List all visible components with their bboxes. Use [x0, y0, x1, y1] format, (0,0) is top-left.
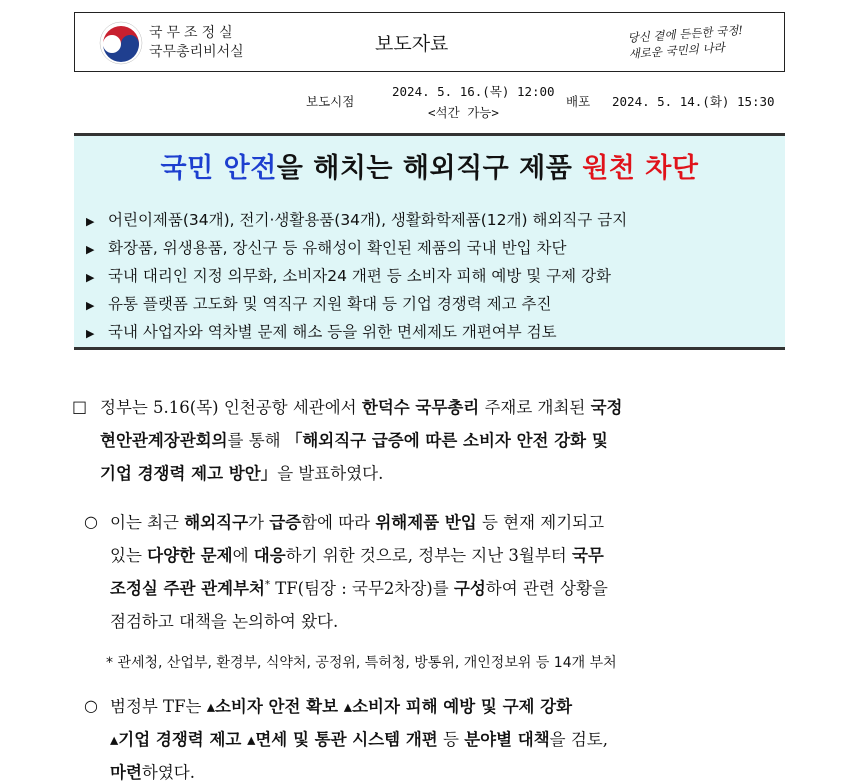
handwritten-slogan	[627, 22, 745, 62]
text-bold: 구성	[453, 579, 486, 598]
text: 하여 관련 상황을	[485, 579, 608, 598]
text-bold: 국무	[571, 546, 604, 565]
text: 범정부 TF는	[110, 697, 207, 716]
p3-line2	[110, 726, 608, 750]
org-line1: 국무조정실	[149, 25, 237, 41]
p1-line2	[100, 427, 608, 451]
bullet-text: 화장품, 위생용품, 장신구 등 유해성이 확인된 제품의 국내 반입 차단	[108, 239, 567, 257]
text-bold: 국정	[590, 398, 623, 417]
text: 이는 최근	[110, 513, 185, 532]
summary-bullet	[86, 236, 566, 258]
plan-title: 「해외직구 급증에 따른 소비자 안전 강화 및	[285, 431, 608, 450]
p1-line1	[100, 394, 622, 418]
org-line2: 국무총리비서실	[149, 44, 244, 60]
text: 하였다.	[141, 763, 195, 782]
p3-line3	[110, 759, 195, 783]
slogan-line2: 새로운 국민의 나라	[628, 40, 726, 61]
plan-title-end: 기업 경쟁력 제고 방안」	[100, 464, 278, 483]
bullet-arrow-icon: ▶	[86, 271, 95, 284]
paragraph-marker-circle: ○	[84, 512, 98, 531]
summary-bullet	[86, 264, 611, 286]
footnote-mark: *	[264, 579, 270, 591]
p3-line1	[110, 693, 572, 717]
text-bold: 조정실 주관 관계부처	[110, 579, 265, 598]
bullet-text: 국내 사업자와 역차별 문제 해소 등을 위한 면세제도 개편여부 검토	[108, 323, 557, 341]
slogan-line1: 당신 곁에 든든한 국정!	[627, 23, 744, 46]
text: 하기 위한 것으로, 정부는 지난 3월부터	[285, 546, 572, 565]
p2-line3	[110, 575, 608, 599]
text: 가	[248, 513, 270, 532]
text: 등 현재 제기되고	[476, 513, 605, 532]
text: 정부는 5.16(목) 인천공항 세관에서	[100, 398, 362, 417]
text-bold: 대응	[253, 546, 286, 565]
paragraph-marker-square: □	[72, 397, 88, 416]
bullet-text: 국내 대리인 지정 의무화, 소비자24 개편 등 소비자 피해 예방 및 구제 강화	[108, 267, 612, 285]
summary-bullet	[86, 320, 557, 342]
text-bold: 위해제품 반입	[375, 513, 477, 532]
text: 를 통해	[227, 431, 286, 450]
paragraph-marker-circle: ○	[84, 696, 98, 715]
headline-part1: 국민 안전	[160, 153, 277, 184]
text: 을 검토,	[549, 730, 608, 749]
bullet-arrow-icon: ▶	[86, 215, 95, 228]
text: TF(팀장 : 국무2차장)를	[269, 579, 454, 598]
header-box	[74, 12, 785, 72]
text: 주재로 개최된	[479, 398, 591, 417]
p2-line1	[110, 509, 604, 533]
bullet-text: 유통 플랫폼 고도화 및 역직구 지원 확대 등 기업 경쟁력 제고 추진	[108, 295, 552, 313]
text: 에	[232, 546, 254, 565]
text-bold: 분야별 대책	[464, 730, 550, 749]
summary-bullet	[86, 208, 627, 230]
pm-name: 한덕수 국무총리	[361, 398, 480, 417]
text-bold: 해외직구	[184, 513, 249, 532]
ministry-name	[149, 24, 244, 62]
summary-bullet	[86, 292, 552, 314]
p1-line3	[100, 460, 383, 484]
text: 있는	[110, 546, 148, 565]
meeting-name: 현안관계장관회의	[100, 431, 228, 450]
text-bold: ▴소비자 안전 확보 ▴소비자 피해 예방 및 구제 강화	[206, 697, 573, 716]
report-datetime: 2024. 5. 16.(목) 12:00	[392, 84, 555, 99]
bullet-arrow-icon: ▶	[86, 299, 95, 312]
p2-line4: 점검하고 대책을 논의하여 왔다.	[110, 612, 339, 631]
text-bold: 마련	[110, 763, 142, 782]
bullet-arrow-icon: ▶	[86, 327, 95, 340]
text: 함에 따라	[301, 513, 376, 532]
text: 을 발표하였다.	[277, 464, 384, 483]
summary-box	[74, 133, 785, 350]
bullet-text: 어린이제품(34개), 전기·생활용품(34개), 생활화학제품(12개) 해외직구 금지	[108, 211, 628, 229]
embargo-note: <석간 가능>	[428, 105, 499, 120]
headline-part2: 을 해치는 해외직구 제품	[276, 153, 583, 184]
bullet-arrow-icon: ▶	[86, 243, 95, 256]
headline	[74, 146, 785, 185]
text-bold: 다양한 문제	[147, 546, 233, 565]
text-bold: ▴기업 경쟁력 제고 ▴면세 및 통관 시스템 개편	[110, 730, 438, 749]
headline-part3: 원천 차단	[582, 153, 699, 184]
footnote: * 관세청, 산업부, 환경부, 식약처, 공정위, 특허청, 방통위, 개인정보위 등 14개 부처	[106, 655, 617, 671]
report-time-label: 보도시점	[306, 94, 355, 109]
text-bold: 급증	[269, 513, 302, 532]
p2-line2	[110, 542, 604, 566]
taegeuk-emblem-icon	[99, 21, 143, 65]
text: 등	[437, 730, 465, 749]
distribution-datetime: 2024. 5. 14.(화) 15:30	[612, 94, 775, 109]
doc-type-title: 보도자료	[375, 33, 449, 55]
distribution-label: 배포	[566, 94, 591, 109]
